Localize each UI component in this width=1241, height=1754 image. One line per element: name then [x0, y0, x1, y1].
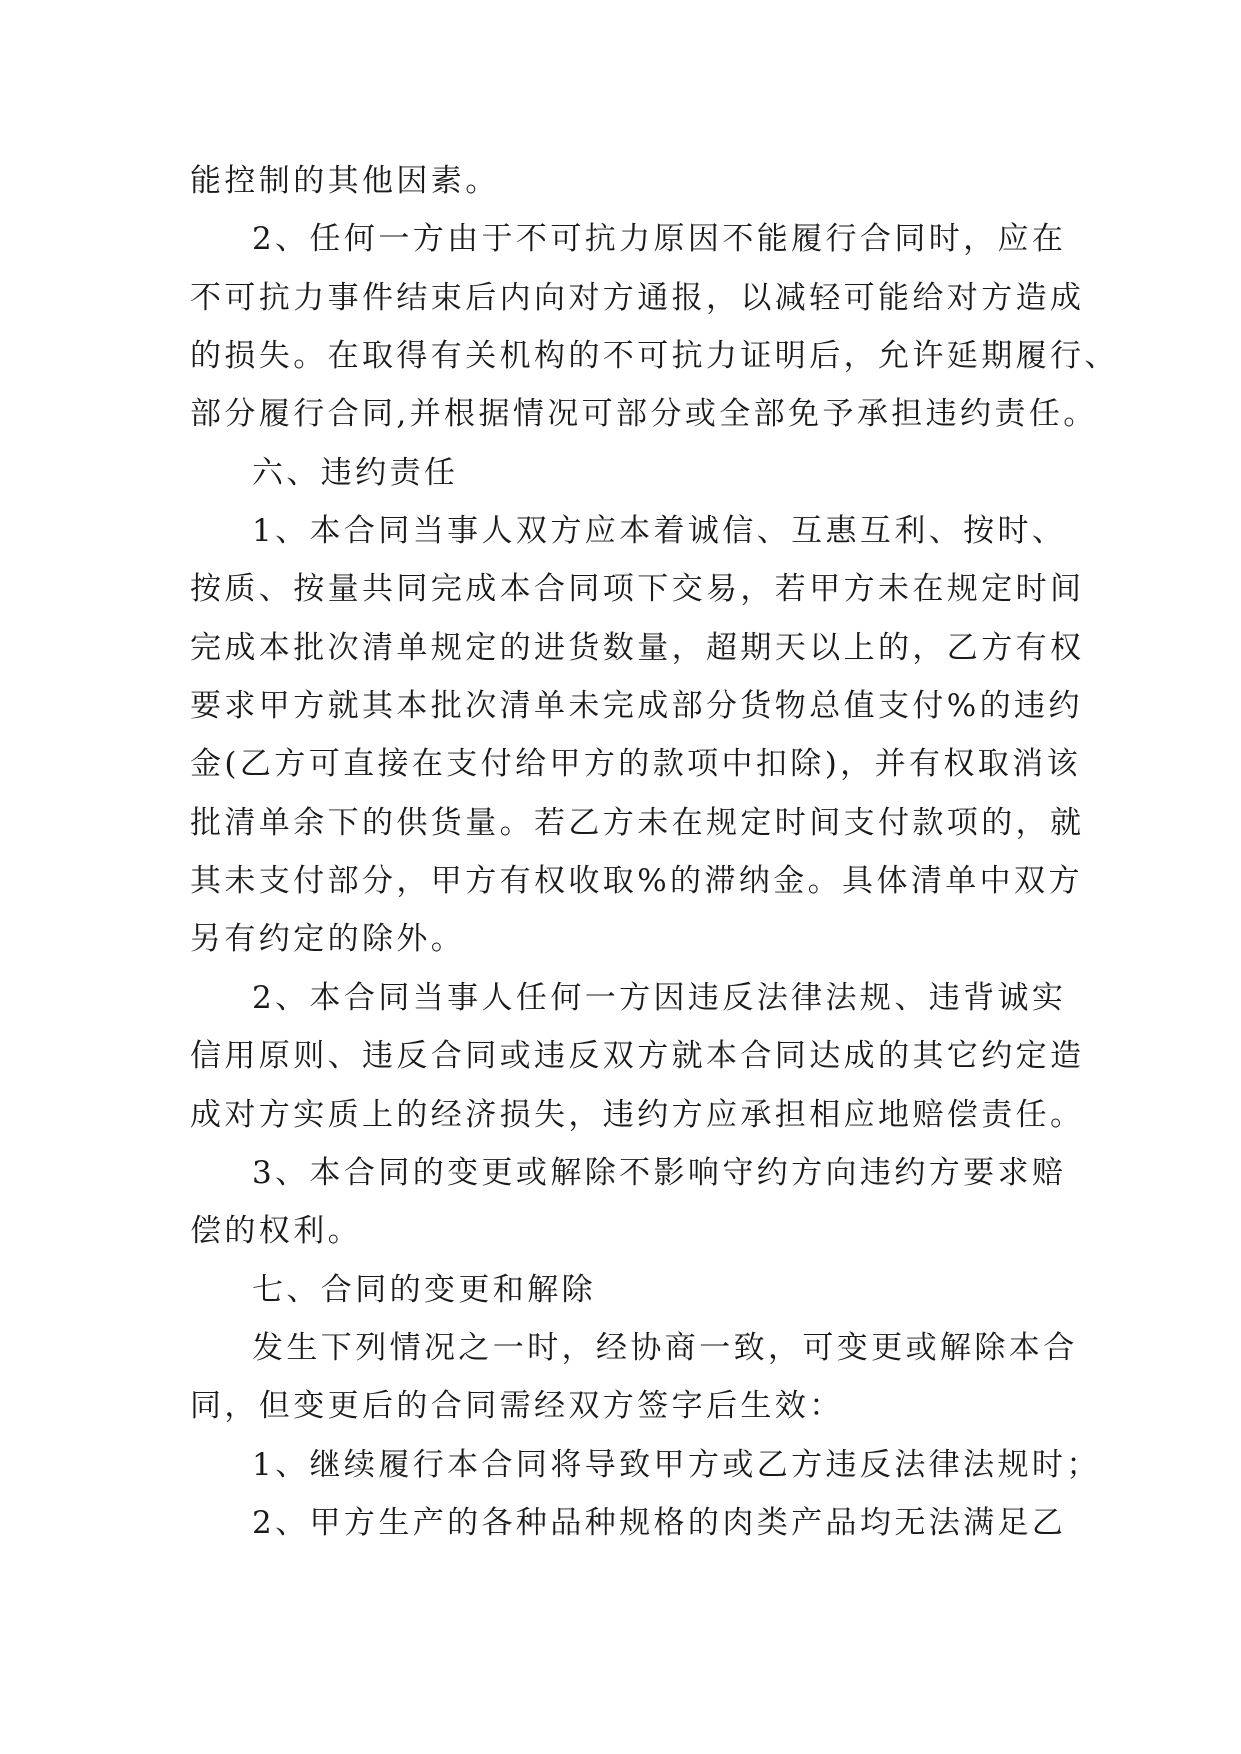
text-line: 部分履行合同,并根据情况可部分或全部免予承担违约责任。	[190, 396, 1098, 433]
text-line: 成对方实质上的经济损失，违约方应承担相应地赔偿责任。	[190, 1096, 1085, 1133]
text-line: 同，但变更后的合同需经双方签字后生效：	[190, 1388, 844, 1425]
text-line: 发生下列情况之一时，经协商一致，可变更或解除本合	[252, 1329, 1078, 1366]
text-line: 另有约定的除外。	[190, 921, 466, 958]
text-line: 能控制的其他因素。	[190, 163, 500, 199]
text-line: 按质、按量共同完成本合同项下交易，若甲方未在规定时间	[190, 571, 1085, 608]
text-line: 偿的权利。	[190, 1213, 362, 1250]
text-line: 的损失。在取得有关机构的不可抗力证明后，允许延期履行、	[190, 338, 1119, 375]
text-line: 2、本合同当事人任何一方因违反法律法规、违背诚实	[252, 979, 1067, 1016]
text-line: 不可抗力事件结束后内向对方通报，以减轻可能给对方造成	[190, 279, 1085, 316]
text-line: 2、甲方生产的各种品种规格的肉类产品均无法满足乙	[252, 1504, 1067, 1541]
text-line: 完成本批次清单规定的进货数量，超期天以上的，乙方有权	[190, 629, 1085, 666]
text-line: 金(乙方可直接在支付给甲方的款项中扣除)，并有权取消该	[190, 746, 1081, 783]
text-line: 其未支付部分，甲方有权收取%的滞纳金。具体清单中双方	[190, 863, 1083, 900]
text-line: 1、本合同当事人双方应本着诚信、互惠互利、按时、	[252, 513, 1067, 550]
document-body	[190, 152, 1119, 1552]
text-line: 1、继续履行本合同将导致甲方或乙方违反法律法规时；	[252, 1446, 1101, 1483]
text-line: 3、本合同的变更或解除不影响守约方向违约方要求赔	[252, 1154, 1067, 1191]
section-heading: 七、合同的变更和解除	[252, 1271, 596, 1308]
text-line: 信用原则、违反合同或违反双方就本合同达成的其它约定造	[190, 1038, 1085, 1075]
section-heading: 六、违约责任	[252, 454, 459, 491]
text-line: 批清单余下的供货量。若乙方未在规定时间支付款项的，就	[190, 804, 1085, 841]
text-line: 要求甲方就其本批次清单未完成部分货物总值支付%的违约	[190, 688, 1083, 725]
text-line: 2、任何一方由于不可抗力原因不能履行合同时，应在	[252, 221, 1067, 258]
